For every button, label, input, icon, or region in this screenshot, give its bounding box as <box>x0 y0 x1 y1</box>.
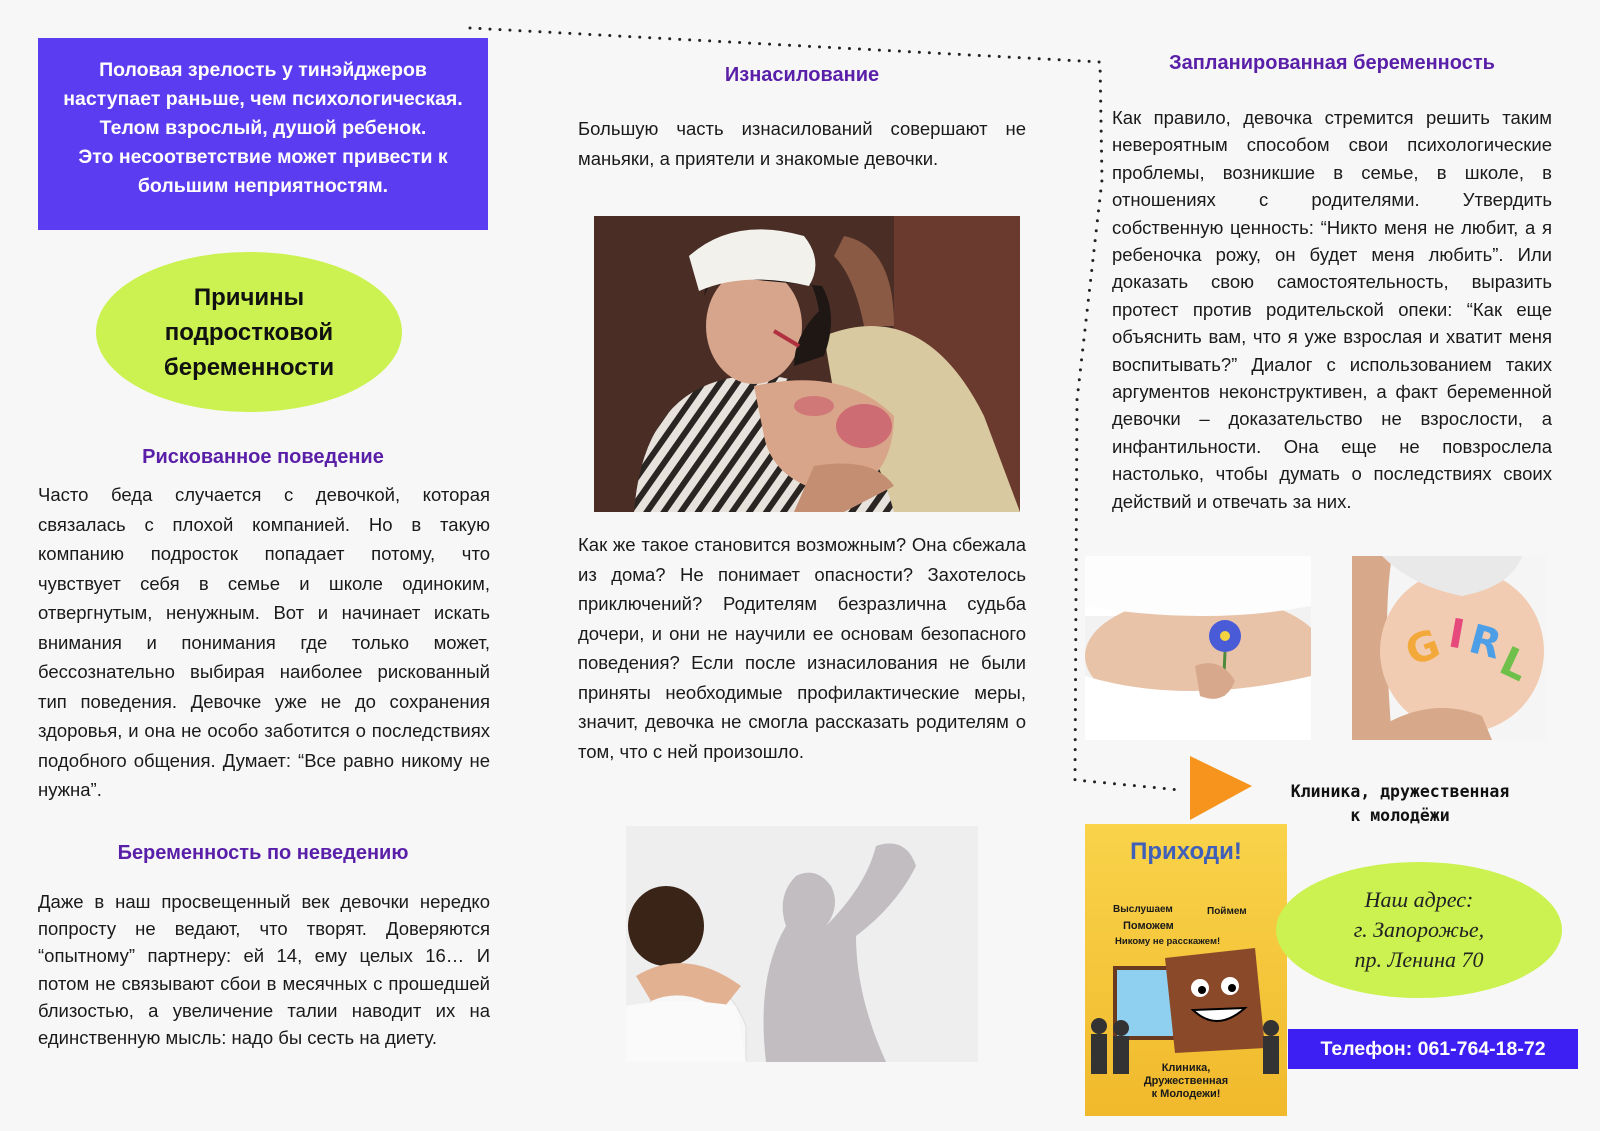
shadow-abuse-photo <box>626 826 978 1062</box>
svg-text:L: L <box>1492 638 1536 691</box>
ignorance-heading: Беременность по неведению <box>117 842 409 864</box>
causes-title-line: подростковой <box>164 318 334 346</box>
address-line: Наш адрес: <box>1364 887 1474 912</box>
poster-line: Выслушаем <box>1113 904 1173 915</box>
risky-text: Часто беда случается с девочкой, которая связалась с плохой компанией. Но в такую компанию подросток попадает потому, что чувствует себя в семье и школе одиноким, отвергнутым, ненужным. Вот и начинает искать внимания и понимания где только может, бессознательно выбирая наиболее рискованный тип поведения. Девочке уже не до сохранения здоровья, и она не особо заботится о последствиях подобного общения. Думает: “Все равно никому не нужна”. <box>38 484 490 800</box>
risky-heading: Рискованное поведение <box>142 446 384 468</box>
injured-girl-illustration <box>594 216 1020 512</box>
intro-line: наступает раньше, чем психологическая. <box>63 88 463 110</box>
intro-line: большим неприятностям. <box>137 175 389 197</box>
svg-text:G: G <box>1399 620 1447 676</box>
pregnant-belly-girl-photo <box>1352 556 1546 740</box>
planned-heading: Запланированная беременность <box>1169 52 1495 74</box>
poster-bottom-line: Дружественная <box>1143 1075 1229 1087</box>
address-line: пр. Ленина 70 <box>1354 947 1484 972</box>
pregnant-belly-flower-photo <box>1085 556 1311 740</box>
rape-text-main: Как же такое становится возможным? Она сбежала из дома? Не понимает опасности? Захотелось приключений? Родителям безразлична судьба дочери, и они не научили ее основам безопасного поведения? Если после изнасилования не были приняты необходимые профилактические меры, значит, девочка не смогла рассказать родителям о том, что с ней произошло. <box>578 534 1026 762</box>
pregnant-belly-girl-illustration <box>1352 556 1546 740</box>
clinic-label-line: Клиника, дружественная <box>1290 782 1510 801</box>
causes-title <box>96 252 402 412</box>
rape-heading: Изнасилование <box>724 64 880 86</box>
intro-line: Телом взрослый, душой ребенок. <box>99 117 427 139</box>
clinic-poster <box>1085 824 1287 1116</box>
poster-line: Поймем <box>1207 906 1247 917</box>
ignorance-text: Даже в наш просвещенный век девочки нередко попросту не ведают, что творят. Доверяются “опытному” партнеру: ей 14, ему целых 16… И потом не связывают сбои в месячных с прошедшей близостью, а увеличение талии наводит их на единственную мысль: надо бы сесть на диету. <box>38 891 490 1049</box>
shadow-abuse-illustration <box>626 826 978 1062</box>
injured-girl-photo <box>594 216 1020 512</box>
poster-bottom-line: к Молодежи! <box>1151 1088 1221 1100</box>
rape-text-intro: Большую часть изнасилований совершают не маньяки, а приятели и знакомые девочки. <box>578 118 1026 169</box>
intro-line: Половая зрелость у тинэйджеров <box>99 59 427 81</box>
intro-line: Это несоответствие может привести к <box>78 146 448 168</box>
clinic-label <box>1240 780 1560 828</box>
poster-bottom <box>1085 1062 1287 1101</box>
address-bubble <box>1276 862 1562 998</box>
poster-line: Поможем <box>1123 920 1174 932</box>
pregnant-belly-flower-illustration <box>1085 556 1311 740</box>
clinic-label-line: к молодёжи <box>1350 806 1450 825</box>
svg-text:R: R <box>1464 616 1507 669</box>
poster-bottom-line: Клиника, <box>1161 1062 1211 1074</box>
causes-title-line: беременности <box>163 353 335 381</box>
intro-box <box>38 38 488 230</box>
causes-title-line: Причины <box>193 283 305 311</box>
svg-text:I: I <box>1445 610 1468 659</box>
address-line: г. Запорожье, <box>1353 917 1485 942</box>
planned-text: Как правило, девочка стремится решить таким невероятным способом свои психологические проблемы, возникшие в семье, в школе, в отношениях с родителями. Утвердить собственную ценность: “Никто меня не любит, а я ребеночка рожу, он будет меня любить”. Или доказать свою самостоятельность, выразить протест против родительской опеки: “Как еще объяснить вам, что я уже взрослая и хватит меня воспитывать?” Диалог с использованием таких аргументов неконструктивен, а факт беременной девочки – доказательство не взрослости, а инфантильности. Она еще не повзрослела настолько, чтобы думать о последствиях своих действий и отвечать за них. <box>1112 107 1552 512</box>
poster-title: Приходи! <box>1130 838 1242 865</box>
poster-line: Никому не расскажем! <box>1115 936 1221 947</box>
phone-box: Телефон: 061-764-18-72 <box>1288 1029 1578 1069</box>
